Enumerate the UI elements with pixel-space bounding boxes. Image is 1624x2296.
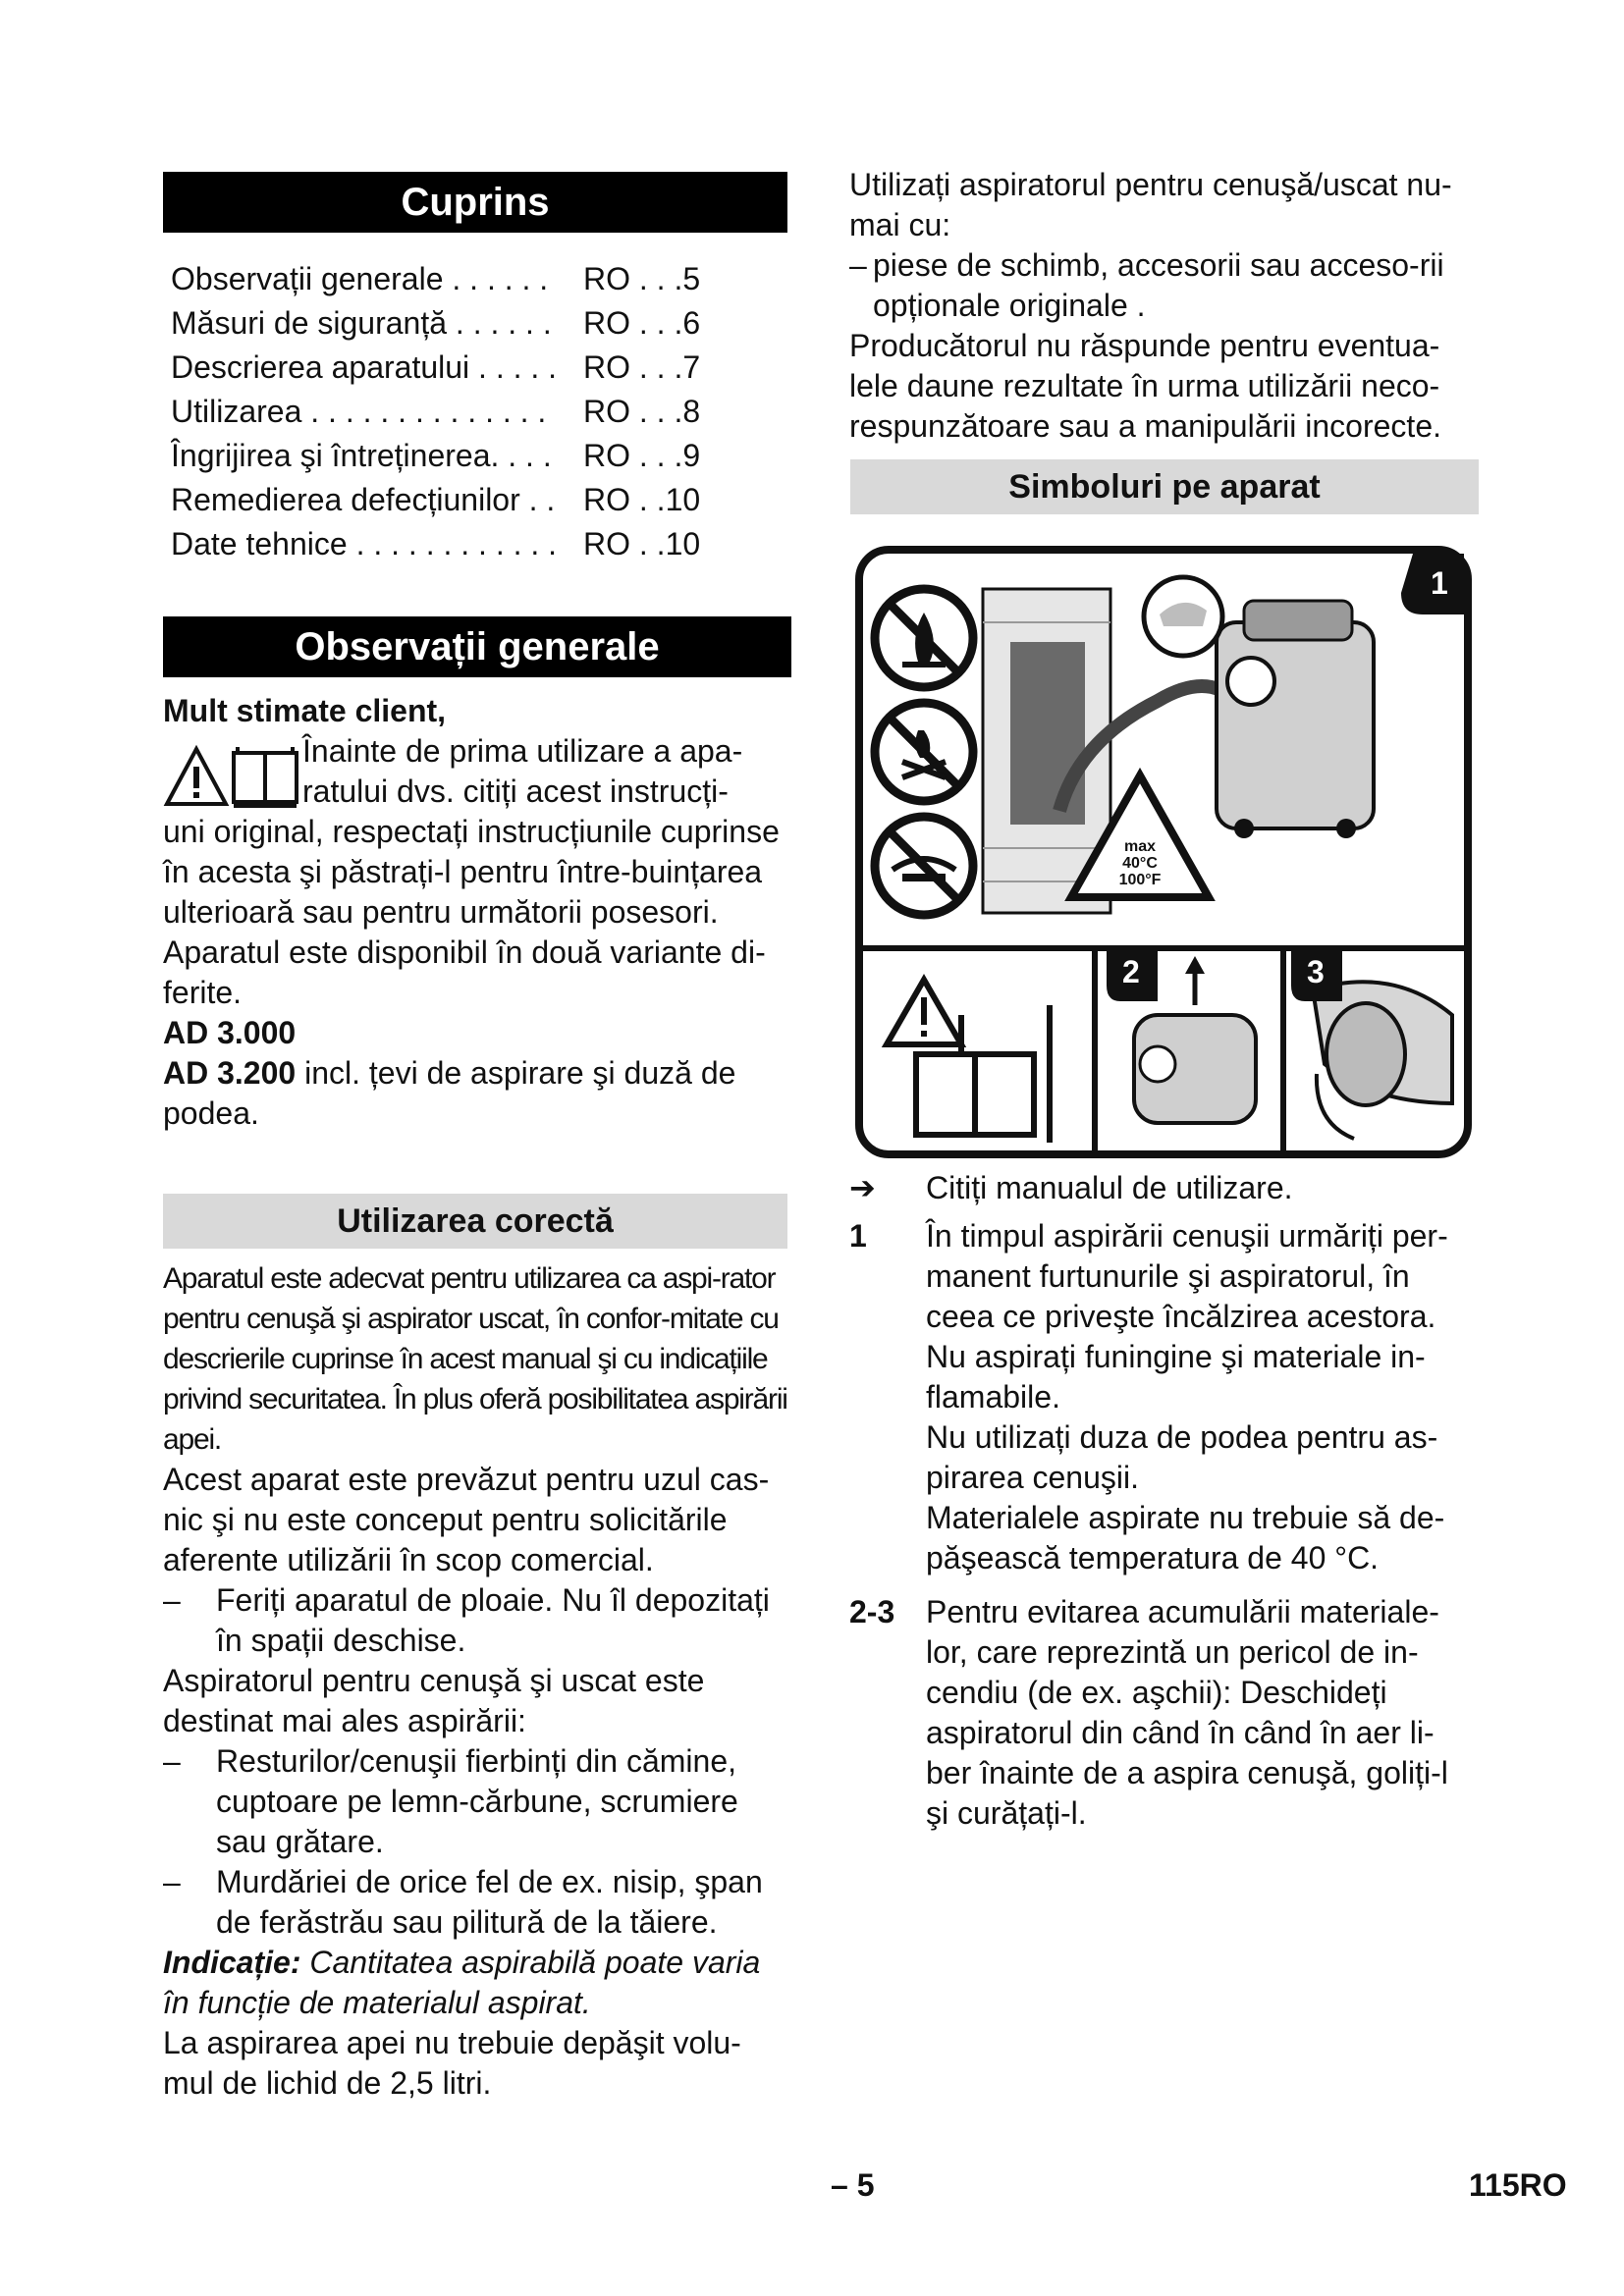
variant-1: AD 3.000: [163, 1015, 297, 1050]
bullet-ash: – Resturilor/cenuşii fierbinți din cămine, cuptoare pe lemn-cărbune, scrumiere sau grătare.: [163, 1743, 738, 1859]
right-intro: [849, 165, 1478, 447]
bullet-parts: – piese de schimb, accesorii sau acceso-rii opționale originale .: [849, 247, 1444, 323]
toc-entry-page: RO . . .6: [583, 305, 701, 341]
toc-entry: [171, 257, 760, 301]
toc-entry-page: RO . .10: [583, 482, 701, 517]
correct-use-para-3: Aspiratorul pentru cenuşă şi uscat este destinat mai ales aspirării:: [163, 1663, 705, 1738]
figure-label-1: 1: [1431, 565, 1448, 601]
toc-entry-title: Descrierea aparatului . . . . .: [171, 349, 558, 385]
temp-fahrenheit: 100°F: [1118, 872, 1162, 888]
contents-header: [163, 172, 787, 233]
general-title: Observații generale: [295, 625, 660, 668]
toc-entry-title: Remedierea defecțiunilor . .: [171, 482, 556, 517]
general-section: [163, 691, 791, 1134]
toc-entry: [171, 522, 760, 566]
page-number: – 5: [831, 2167, 875, 2203]
symbol-item-1: 1 În timpul aspirării cenuşii urmăriți per-manent furtunurile şi aspiratorul, în ceea ce priveşte încălzirea acestora. Nu aspirați funingine şi materiale in-flamabile. Nu utilizați duza de podea pentru as-pirarea cenuşii. Materialele aspirate nu trebuie să de-păşească temperatura de 40 °C.: [849, 1216, 1478, 1578]
item-1-c: Nu utilizați duza de podea pentru as-pirarea cenuşii.: [926, 1419, 1438, 1495]
correct-use-para-4: La aspirarea apei nu trebuie depăşit volu-mul de lichid de 2,5 litri.: [163, 2025, 741, 2101]
correct-use-section: [163, 1258, 791, 2104]
greeting: Mult stimate client,: [163, 693, 447, 728]
document-code: 115RO: [1469, 2167, 1567, 2203]
toc-entry: [171, 346, 760, 390]
intro-line-2: ratului dvs. citiți acest instrucți-: [302, 774, 729, 809]
right-para-1: Utilizați aspiratorul pentru cenuşă/uscat nu-mai cu:: [849, 167, 1452, 242]
toc-entry: [171, 478, 760, 522]
contents-title: Cuprins: [401, 181, 550, 224]
toc-entry-page: RO . . .9: [583, 438, 701, 473]
toc-entry: [171, 390, 760, 434]
temperature-warning-label: [1110, 838, 1169, 888]
arrow-right-icon: ➔: [849, 1170, 876, 1205]
toc-entry-title: Date tehnice . . . . . . . . . . . .: [171, 526, 558, 561]
toc-entry-title: Măsuri de siguranță . . . . . .: [171, 305, 552, 341]
intro-rest: uni original, respectați instrucțiunile cuprinse în acesta şi păstrați-l pentru între-buințarea ulterioară sau pentru următorii posesori.: [163, 814, 780, 930]
toc-entry-title: Observații generale . . . . . .: [171, 261, 549, 296]
toc-entry-page: RO . .10: [583, 526, 701, 561]
toc-entry-page: RO . . .5: [583, 261, 701, 296]
toc-entry-page: RO . . .7: [583, 349, 701, 385]
item-1-text: În timpul aspirării cenuşii urmăriți per-manent furtunurile şi aspiratorul, în ceea ce priveşte încălzirea acestora.: [926, 1218, 1448, 1334]
toc-entry-title: Utilizarea . . . . . . . . . . . . . .: [171, 394, 547, 429]
correct-use-header: [163, 1194, 787, 1249]
variants-text: Aparatul este disponibil în două variante di-ferite.: [163, 934, 766, 1010]
read-manual-item: ➔ Citiți manualul de utilizare.: [849, 1168, 1478, 1208]
temp-max: max: [1123, 838, 1157, 855]
figure-label-3: 3: [1307, 954, 1325, 989]
variant-2-code: AD 3.200: [163, 1055, 297, 1091]
note: [163, 1943, 791, 2023]
symbols-header: [850, 459, 1479, 514]
note-label: Indicație:: [163, 1945, 301, 1980]
item-1-b: Nu aspirați funingine şi materiale in-flamabile.: [926, 1339, 1426, 1415]
symbols-explanations: [849, 1168, 1478, 1834]
device-symbols-figure: [855, 546, 1472, 1158]
toc-entry-page: RO . . .8: [583, 394, 701, 429]
table-of-contents: [171, 257, 760, 566]
warning-book-icon: [163, 731, 302, 812]
right-para-2: Producătorul nu răspunde pentru eventua-lele daune rezultate în urma utilizării neco-respunzătoare sau a manipulării incorecte.: [849, 328, 1441, 444]
intro-block: [163, 731, 791, 812]
toc-entry: [171, 301, 760, 346]
variant-2: [163, 1053, 791, 1134]
temp-celsius: 40°C: [1122, 855, 1158, 872]
correct-use-title: Utilizarea corectă: [337, 1202, 614, 1240]
symbols-title: Simboluri pe aparat: [1008, 468, 1321, 506]
toc-entry: [171, 434, 760, 478]
bullet-dirt: – Murdăriei de orice fel de ex. nisip, şpan de ferăstrău sau pilitură de la tăiere.: [163, 1864, 763, 1940]
variant-2-text: incl. țevi de aspirare şi duză de podea.: [163, 1055, 736, 1131]
figure-label-2: 2: [1122, 954, 1140, 989]
intro-line-1: Înainte de prima utilizare a apa-: [302, 733, 743, 769]
note-text: Cantitatea aspirabilă poate varia în funcție de materialul aspirat.: [163, 1945, 761, 2020]
symbol-item-2-3: 2-3 Pentru evitarea acumulării materiale-lor, care reprezintă un pericol de in-cendiu (de ex. aşchii): Deschideți aspiratorul din când în când în aer li-ber înainte de a aspira cenuşă, goliți-l şi curățați-l.: [849, 1594, 1448, 1831]
correct-use-para-1: Aparatul este adecvat pentru utilizarea ca aspi-rator pentru cenuşă şi aspirator uscat, în confor-mitate cu descrierile cuprinse în acest manual şi cu indicațiile privind securitatea. În plus oferă posibilitatea aspirării apei.: [163, 1262, 787, 1456]
correct-use-para-2: Acest aparat este prevăzut pentru uzul cas-nic şi nu este conceput pentru solicitările aferente utilizării în scop comercial.: [163, 1462, 770, 1577]
general-header: [163, 616, 791, 677]
bullet-rain: – Feriți aparatul de ploaie. Nu îl depozitați în spații deschise.: [163, 1582, 770, 1658]
toc-entry-title: Îngrijirea şi întreținerea. . . .: [171, 438, 552, 473]
item-1-d: Materialele aspirate nu trebuie să de-păşească temperatura de 40 °C.: [926, 1500, 1445, 1575]
